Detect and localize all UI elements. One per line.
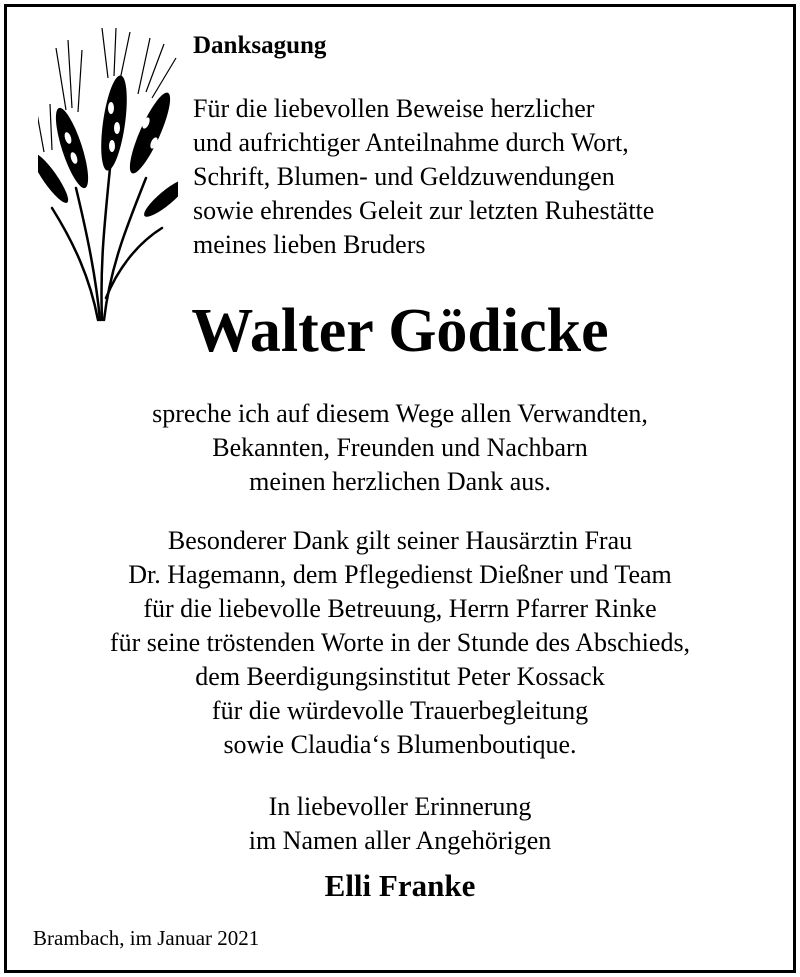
deceased-name: Walter Gödicke xyxy=(191,297,609,365)
special-line: Dr. Hagemann, dem Pflegedienst Dießner und Team xyxy=(128,560,672,589)
special-line: für die liebevolle Betreuung, Herrn Pfarrer Rinke xyxy=(143,594,657,623)
wheat-icon xyxy=(38,28,178,328)
memory-paragraph xyxy=(0,790,800,858)
memory-line: In liebevoller Erinnerung xyxy=(268,792,532,821)
thanks-line: Bekannten, Freunden und Nachbarn xyxy=(212,433,588,462)
signer-name: Elli Franke xyxy=(324,868,476,903)
thanks-line: spreche ich auf diesem Wege allen Verwandten, xyxy=(152,399,648,428)
special-line: für seine tröstenden Worte in der Stunde des Abschieds, xyxy=(109,628,691,657)
special-line: dem Beerdigungsinstitut Peter Kossack xyxy=(195,662,605,691)
thanks-paragraph xyxy=(0,397,800,499)
memory-line: im Namen aller Angehörigen xyxy=(248,826,552,855)
special-line: für die würdevolle Trauerbegleitung xyxy=(211,696,589,725)
special-thanks-paragraph xyxy=(0,524,800,762)
place-date: Brambach, im Januar 2021 xyxy=(33,926,260,950)
intro-line: Schrift, Blumen- und Geldzuwendungen xyxy=(193,162,615,191)
intro-line: und aufrichtiger Anteilnahme durch Wort, xyxy=(193,128,629,157)
special-line: sowie Claudia‘s Blumenboutique. xyxy=(223,730,577,759)
intro-line: meines lieben Bruders xyxy=(193,230,426,259)
thanks-line: meinen herzlichen Dank aus. xyxy=(249,467,551,496)
intro-line: sowie ehrendes Geleit zur letzten Ruhestätte xyxy=(193,196,655,225)
notice-heading: Danksagung xyxy=(193,32,327,59)
intro-line: Für die liebevollen Beweise herzlicher xyxy=(193,94,595,123)
special-line: Besonderer Dank gilt seiner Hausärztin Frau xyxy=(167,526,633,555)
intro-paragraph xyxy=(193,92,654,262)
